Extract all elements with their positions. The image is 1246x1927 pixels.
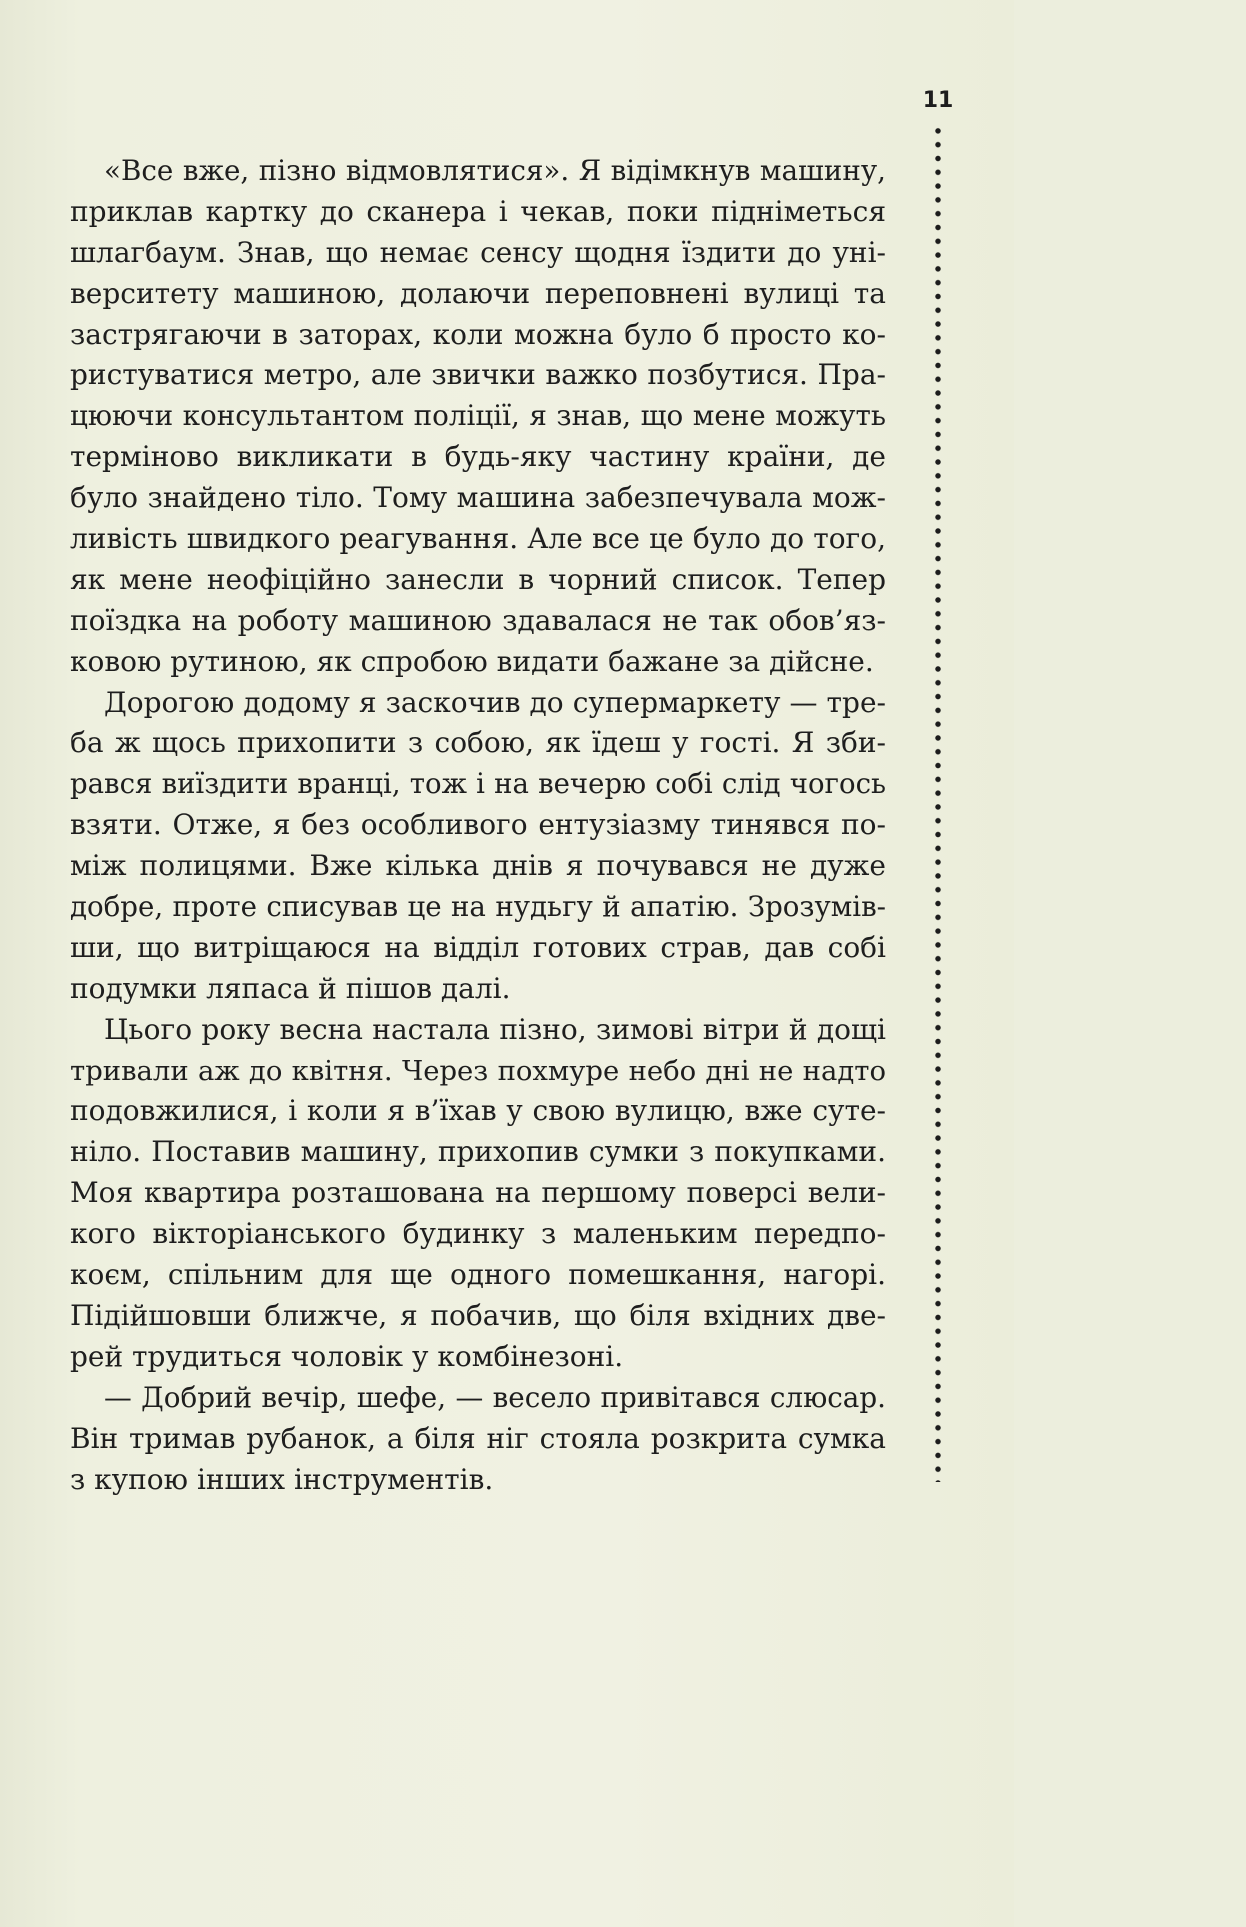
text-line: рей трудиться чоловік у комбінезоні.	[70, 1339, 624, 1373]
text-line: добре, проте списував це на нудьгу й апатію. Зрозумів-	[70, 890, 886, 924]
text-line: взяти. Отже, я без особливого ентузіазму тинявся по-	[70, 808, 886, 842]
text-line: тривали аж до квітня. Через похмуре небо дні не надто	[70, 1054, 886, 1087]
text-line: застрягаючи в заторах, коли можна було б просто ко-	[70, 317, 886, 351]
body-text	[70, 151, 886, 1500]
text-line: шлагбаум. Знав, що немає сенсу щодня їздити до уні-	[70, 235, 886, 269]
text-line: поїздка на роботу машиною здавалася не так обов’яз-	[70, 603, 886, 637]
text-line: як мене неофіційно занесли в чорний список. Тепер	[70, 562, 886, 596]
text-line: подовжилися, і коли я в’їхав у свою вулицю, вже суте-	[70, 1094, 886, 1128]
text-line: Цього року весна настала пізно, зимові вітри й дощі	[104, 1012, 886, 1046]
text-line: «Все вже, пізно відмовлятися». Я відімкнув машину,	[104, 154, 886, 187]
text-line: ба ж щось прихопити з собою, як їдеш у гості. Я зби-	[70, 726, 886, 760]
text-line: Дорогою додому я заскочив до супермаркету — тре-	[104, 685, 886, 719]
text-line: терміново викликати в будь-яку частину країни, де	[70, 440, 886, 474]
text-line: Моя квартира розташована на першому поверсі вели-	[70, 1176, 886, 1210]
text-line: верситету машиною, долаючи переповнені вулиці та	[70, 276, 886, 310]
text-line: коєм, спільним для ще одного помешкання, нагорі.	[70, 1258, 886, 1292]
text-line: — Добрий вечір, шефе, — весело привітався слюсар.	[104, 1380, 886, 1414]
text-line: було знайдено тіло. Тому машина забезпечувала мож-	[70, 481, 886, 515]
text-line: ковою рутиною, як спробою видати бажане за дійсне.	[70, 644, 874, 678]
text-line: цюючи консультантом поліції, я знав, що мене можуть	[70, 399, 886, 433]
text-line: подумки ляпаса й пішов далі.	[70, 971, 511, 1005]
text-line: ніло. Поставив машину, прихопив сумки з покупками.	[70, 1135, 886, 1169]
text-line: приклав картку до сканера і чекав, поки підніметься	[70, 194, 886, 228]
text-line: з купою інших інструментів.	[70, 1462, 494, 1496]
text-line: кого вікторіанського будинку з маленьким передпо-	[70, 1217, 886, 1251]
text-line: Підійшовши ближче, я побачив, що біля вхідних две-	[70, 1298, 886, 1332]
text-line: між полицями. Вже кілька днів я почувався не дуже	[70, 849, 886, 883]
text-line: Він тримав рубанок, а біля ніг стояла розкрита сумка	[70, 1421, 886, 1455]
dotted-margin-rule	[934, 124, 942, 1482]
text-line: ливість швидкого реагування. Але все це було до того,	[70, 522, 886, 556]
page-number: 11	[922, 88, 954, 113]
text-line: рався виїздити вранці, тож і на вечерю собі слід чогось	[70, 768, 886, 801]
text-line: ши, що витріщаюся на відділ готових страв, дав собі	[70, 930, 886, 964]
text-line: ристуватися метро, але звички важко позбутися. Пра-	[70, 358, 886, 392]
